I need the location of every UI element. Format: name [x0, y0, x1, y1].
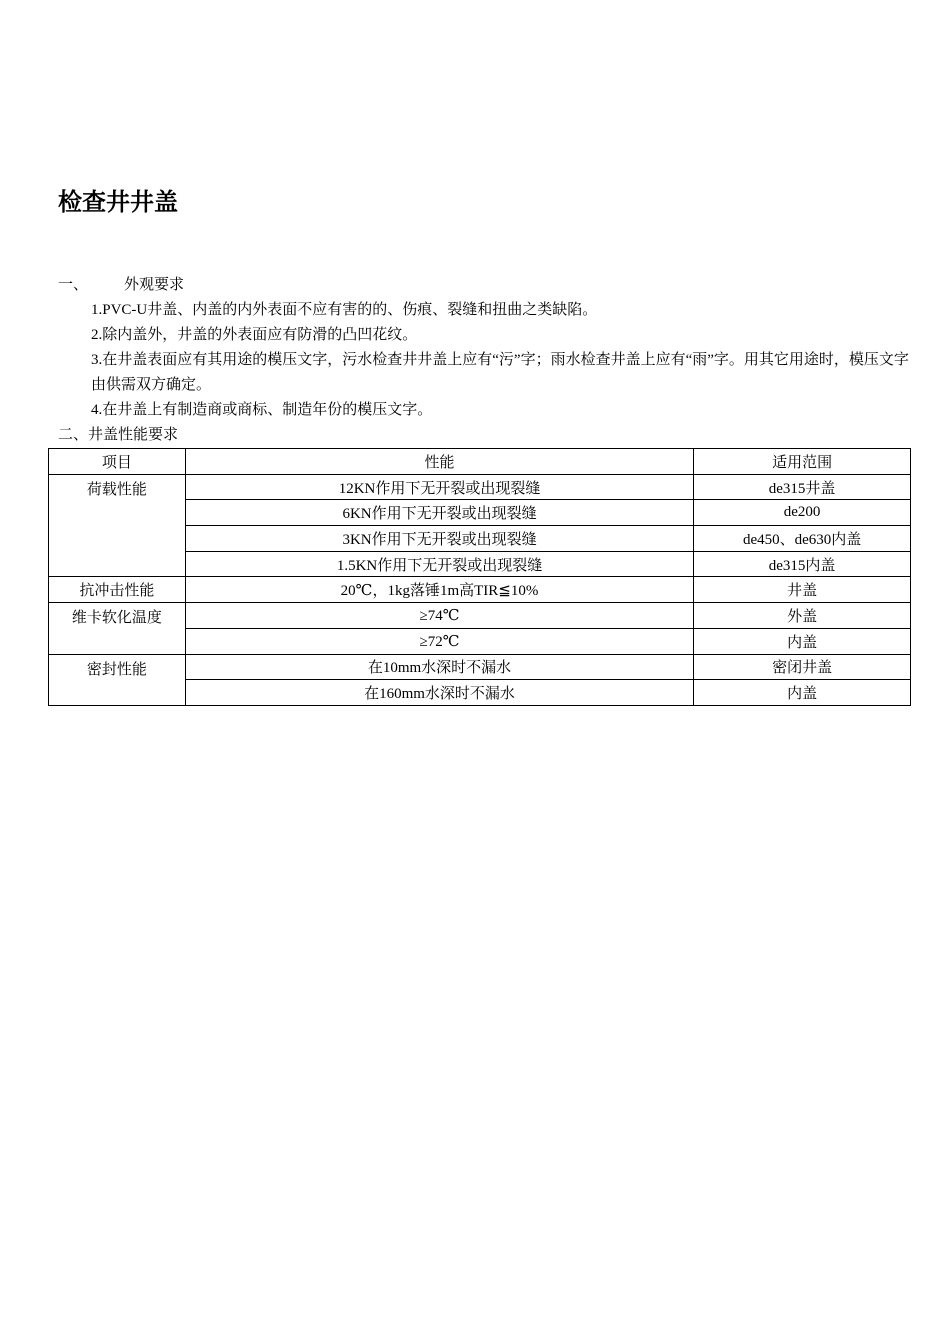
header-performance: 性能 — [185, 449, 693, 475]
table-row — [49, 577, 911, 603]
performance-cell: 6KN作用下无开裂或出现裂缝 — [185, 500, 693, 526]
scope-cell: 外盖 — [694, 603, 911, 629]
appearance-item-4: 4.在井盖上有制造商或商标、制造年份的模压文字。 — [91, 402, 433, 418]
performance-cell: 20℃，1kg落锤1m高TIR≦10% — [185, 577, 693, 603]
performance-table — [48, 448, 911, 706]
section-performance-heading: 二、井盖性能要求 — [58, 427, 179, 443]
scope-cell: 井盖 — [694, 577, 911, 603]
scope-cell: de315内盖 — [694, 551, 911, 577]
scope-cell: 内盖 — [694, 680, 911, 706]
performance-cell: 在160mm水深时不漏水 — [185, 680, 693, 706]
scope-cell: 内盖 — [694, 628, 911, 654]
scope-cell: 密闭井盖 — [694, 654, 911, 680]
scope-cell: de450、de630内盖 — [694, 526, 911, 552]
table-row — [49, 474, 911, 500]
section-number: 一、 — [58, 277, 89, 293]
scope-cell: de315井盖 — [694, 474, 911, 500]
performance-cell: ≥72℃ — [185, 628, 693, 654]
item-load: 荷载性能 — [49, 474, 186, 577]
appearance-item-3: 3.在井盖表面应有其用途的模压文字，污水检查井井盖上应有“污”字；雨水检查井盖上应有“雨”字。用其它用途时，模压文字由供需双方确定。 — [91, 352, 909, 393]
section-appearance-heading — [58, 275, 184, 295]
table-row — [49, 654, 911, 680]
appearance-item-2: 2.除内盖外，井盖的外表面应有防滑的凸凹花纹。 — [91, 327, 418, 343]
header-scope: 适用范围 — [694, 449, 911, 475]
table-row — [49, 603, 911, 629]
performance-cell: 1.5KN作用下无开裂或出现裂缝 — [185, 551, 693, 577]
performance-cell: ≥74℃ — [185, 603, 693, 629]
item-vicat: 维卡软化温度 — [49, 603, 186, 654]
table-header-row — [49, 449, 911, 475]
performance-cell: 3KN作用下无开裂或出现裂缝 — [185, 526, 693, 552]
page-title: 检查井井盖 — [58, 188, 178, 216]
item-sealing: 密封性能 — [49, 654, 186, 705]
header-item: 项目 — [49, 449, 186, 475]
section-heading: 外观要求 — [124, 277, 185, 293]
scope-cell: de200 — [694, 500, 911, 526]
item-impact: 抗冲击性能 — [49, 577, 186, 603]
appearance-item-1: 1.PVC-U井盖、内盖的内外表面不应有害的的、伤痕、裂缝和扭曲之类缺陷。 — [91, 302, 598, 318]
performance-cell: 在10mm水深时不漏水 — [185, 654, 693, 680]
performance-cell: 12KN作用下无开裂或出现裂缝 — [185, 474, 693, 500]
